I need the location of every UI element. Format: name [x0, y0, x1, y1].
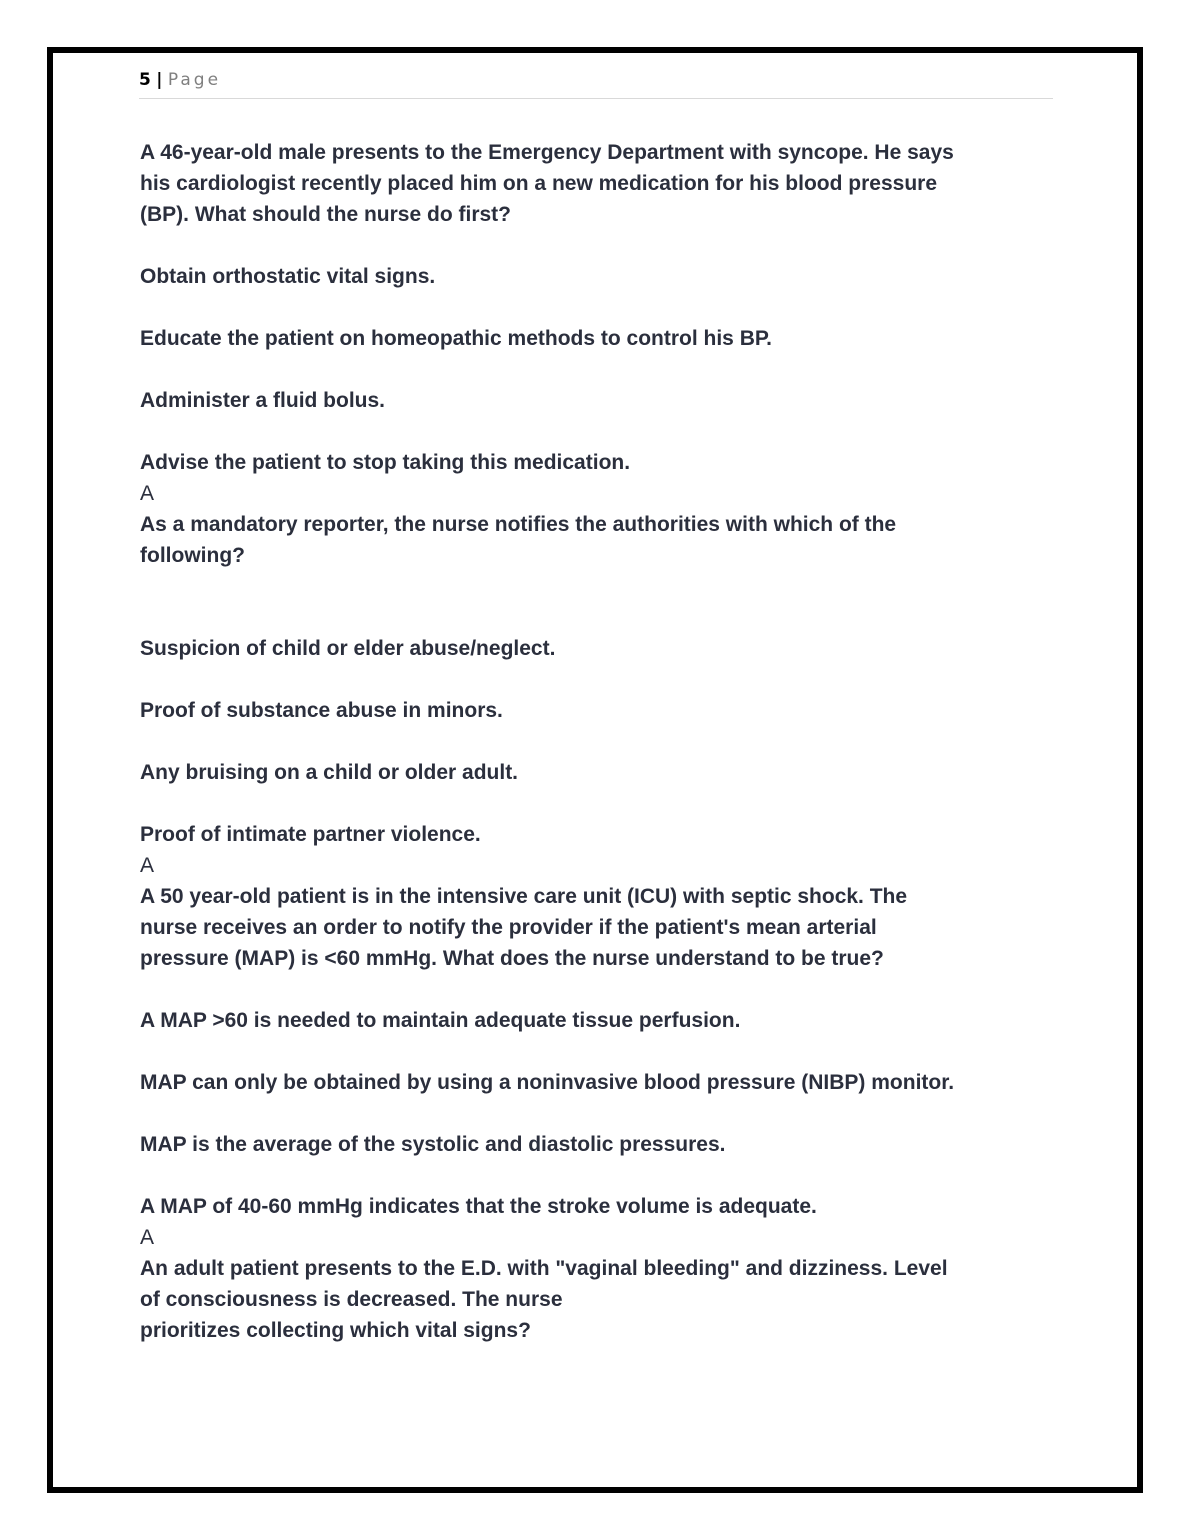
correct-answer: A: [140, 1226, 155, 1249]
header-separator: |: [156, 70, 163, 90]
question-1: [140, 137, 1100, 509]
answer-option: Advise the patient to stop taking this medication.: [140, 451, 631, 474]
page-label: Page: [167, 70, 222, 90]
answer-option: Proof of intimate partner violence.: [140, 823, 481, 846]
question-stem-line: prioritizes collecting which vital signs?: [140, 1319, 531, 1342]
answer-option: MAP is the average of the systolic and diastolic pressures.: [140, 1133, 726, 1156]
question-4: [140, 1253, 1100, 1346]
correct-answer: A: [140, 482, 155, 505]
question-3: [140, 881, 1100, 1253]
question-stem-line: An adult patient presents to the E.D. with "vaginal bleeding" and dizziness. Level: [140, 1257, 948, 1280]
question-stem-line: of consciousness is decreased. The nurse: [140, 1288, 563, 1311]
document-body: [140, 137, 1100, 1346]
answer-option: A MAP of 40-60 mmHg indicates that the stroke volume is adequate.: [140, 1195, 817, 1218]
answer-option: Proof of substance abuse in minors.: [140, 699, 503, 722]
question-stem-line: As a mandatory reporter, the nurse notifies the authorities with which of the: [140, 513, 897, 536]
question-stem-line: A 50 year-old patient is in the intensive care unit (ICU) with septic shock. The: [140, 885, 908, 908]
question-stem-line: his cardiologist recently placed him on a new medication for his blood pressure: [140, 172, 938, 195]
question-stem-line: nurse receives an order to notify the provider if the patient's mean arterial: [140, 916, 877, 939]
answer-option: MAP can only be obtained by using a noninvasive blood pressure (NIBP) monitor.: [140, 1071, 955, 1094]
page-number: 5: [139, 70, 151, 90]
correct-answer: A: [140, 854, 155, 877]
question-stem-line: following?: [140, 544, 245, 567]
answer-option: Obtain orthostatic vital signs.: [140, 265, 436, 288]
answer-option: A MAP >60 is needed to maintain adequate tissue perfusion.: [140, 1009, 741, 1032]
answer-option: Educate the patient on homeopathic methods to control his BP.: [140, 327, 772, 350]
answer-option: Administer a fluid bolus.: [140, 389, 386, 412]
question-stem-line: A 46-year-old male presents to the Emergency Department with syncope. He says: [140, 141, 954, 164]
answer-option: Any bruising on a child or older adult.: [140, 761, 519, 784]
question-2: [140, 509, 1100, 881]
question-stem-line: pressure (MAP) is <60 mmHg. What does the nurse understand to be true?: [140, 947, 884, 970]
answer-option: Suspicion of child or elder abuse/neglect.: [140, 637, 556, 660]
page-header: [139, 70, 1053, 99]
question-stem-line: (BP). What should the nurse do first?: [140, 203, 511, 226]
